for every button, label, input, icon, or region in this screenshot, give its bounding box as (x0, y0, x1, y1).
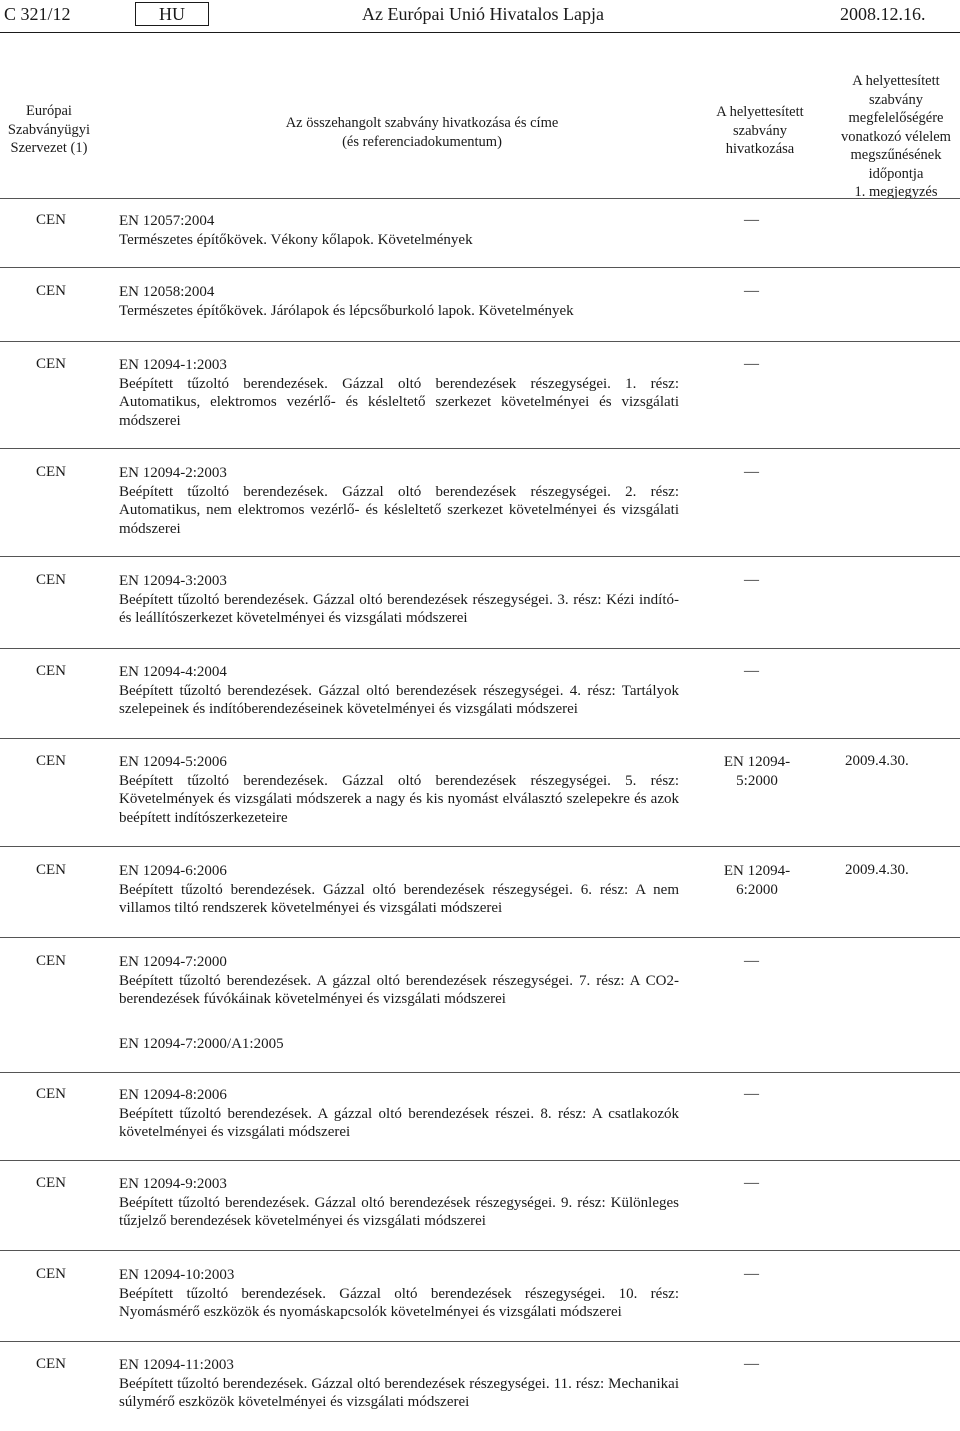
standard-code: EN 12094-9:2003 (119, 1176, 227, 1192)
organization-cell: CEN (36, 1086, 66, 1102)
column-head-org-text: Szervezet (1) (10, 140, 88, 156)
standard-cell (119, 464, 679, 538)
organization-cell: CEN (36, 953, 66, 969)
standard-title: Beépített tűzoltó berendezések. Gázzal oltó berendezések részegységei. 10. rész: Nyomásmérő eszközök és nyomáskapcsolók követelményei és vizsgálati módszerei (119, 1285, 679, 1320)
column-head-presumption-line: szabvány (869, 91, 923, 108)
standard-title: Beépített tűzoltó berendezések. Gázzal oltó berendezések részegységei. 6. rész: A nem villamos tiltó rendszerek követelményei és vizsgálati módszerei (119, 881, 679, 916)
row-divider (0, 1341, 960, 1342)
standard-cell (119, 953, 679, 1009)
column-head-presumption-line: megszűnésének (850, 147, 942, 163)
column-head-reference (192, 114, 652, 151)
amendment-reference: EN 12094-7:2000/A1:2005 (119, 1036, 284, 1052)
standard-code: EN 12057:2004 (119, 213, 215, 229)
standard-code: EN 12094-11:2003 (119, 1357, 234, 1373)
column-head-replaced-line: hivatkozása (725, 141, 795, 157)
standard-title: Beépített tűzoltó berendezések. Gázzal oltó berendezések részegységei. 3. rész: Kézi indító- és leállítószerkezet követelményei és vizsgálati módszerei (119, 591, 679, 626)
standard-title: Beépített tűzoltó berendezések. Gázzal oltó berendezések részegységei. 1. rész: Automatikus, elektromos vezérlő- és késleltető szerkezet követelményei és vizsgálati módszerei (119, 375, 679, 429)
replaced-standard-cell: — (744, 1266, 759, 1282)
standard-cell (119, 356, 679, 430)
replaced-standard-cell: — (744, 212, 759, 228)
standard-cell (119, 1175, 679, 1231)
standard-code: EN 12094-10:2003 (119, 1267, 235, 1283)
column-head-replaced (700, 103, 820, 159)
standard-title: Beépített tűzoltó berendezések. Gázzal oltó berendezések részegységei. 2. rész: Automatikus, nem elektromos vezérlő- és késleltető szerkezet követelményei és vizsgálati módszerei (119, 483, 679, 537)
standard-title: Beépített tűzoltó berendezések. Gázzal oltó berendezések részegységei. 11. rész: Mechanikai súlymérő eszközök követelményei és vizsgálati módszerei (119, 1375, 679, 1410)
replaced-standard-cell: — (744, 1175, 759, 1191)
row-divider (0, 1160, 960, 1161)
column-head-replaced-line: A helyettesített (716, 104, 804, 120)
standard-code: EN 12094-8:2006 (119, 1087, 227, 1103)
row-divider (0, 648, 960, 649)
standard-cell (119, 1266, 679, 1322)
column-head-presumption (832, 72, 960, 202)
column-head-org (0, 102, 98, 158)
replaced-standard-cell: — (744, 572, 759, 588)
standard-cell (119, 1086, 679, 1142)
column-head-presumption-line: 1. megjegyzés (854, 184, 938, 200)
column-head-org-line: Európai (26, 103, 72, 119)
standard-code: EN 12094-5:2006 (119, 754, 227, 770)
standard-code: EN 12094-1:2003 (119, 357, 227, 373)
organization-cell: CEN (36, 356, 66, 372)
page-header (0, 0, 960, 30)
replaced-standard-cell: — (744, 283, 759, 299)
replaced-standard-cell: — (744, 356, 759, 372)
publication-date: 2008.12.16. (840, 4, 926, 24)
column-head-presumption-line: időpontja (868, 165, 924, 182)
replaced-standard-cell: — (744, 1086, 759, 1102)
header-rule (0, 32, 960, 33)
standard-title: Beépített tűzoltó berendezések. Gázzal oltó berendezések részegységei. 9. rész: Különleges tűzjelző berendezések követelményei és vizsgálati módszerei (119, 1194, 679, 1229)
standard-cell (119, 212, 679, 249)
replaced-standard-cell: EN 12094-6:2000 (723, 863, 791, 898)
replaced-standard-cell: EN 12094-5:2000 (723, 754, 791, 789)
standard-cell (119, 572, 679, 628)
row-divider (0, 267, 960, 268)
standard-code: EN 12094-2:2003 (119, 465, 227, 481)
row-divider (0, 738, 960, 739)
replaced-standard-cell: — (744, 1356, 759, 1372)
replaced-standard-cell: — (744, 663, 759, 679)
organization-cell: CEN (36, 753, 66, 769)
column-head-org-line: Szabványügyi (7, 121, 91, 138)
column-head-rule (0, 198, 960, 199)
replaced-standard-cell: — (744, 464, 759, 480)
cessation-date-cell: 2009.4.30. (845, 862, 909, 878)
row-divider (0, 341, 960, 342)
organization-cell: CEN (36, 283, 66, 299)
organization-cell: CEN (36, 1175, 66, 1191)
standard-code: EN 12094-4:2004 (119, 664, 227, 680)
standard-cell (119, 862, 679, 918)
organization-cell: CEN (36, 464, 66, 480)
standard-cell (119, 753, 679, 827)
organization-cell: CEN (36, 212, 66, 228)
column-head-presumption-line: vonatkozó vélelem (841, 128, 951, 145)
standard-cell (119, 1356, 679, 1412)
standard-title: Természetes építőkövek. Vékony kőlapok. Követelmények (119, 231, 473, 248)
standard-title: Természetes építőkövek. Járólapok és lépcsőburkoló lapok. Követelmények (119, 302, 574, 319)
row-divider (0, 556, 960, 557)
standard-title: Beépített tűzoltó berendezések. Gázzal oltó berendezések részegységei. 5. rész: Követelmények és vizsgálati módszerek a nagy és kis nyomást elválasztó szelepekre és azok beépített indítószerkezeteire (119, 772, 679, 826)
standard-cell (119, 283, 679, 320)
standard-title: Beépített tűzoltó berendezések. A gázzal oltó berendezések részei. 8. rész: A csatlakozók követelményei és vizsgálati módszerei (119, 1105, 679, 1140)
organization-cell: CEN (36, 663, 66, 679)
row-divider (0, 937, 960, 938)
page-reference: C 321/12 (4, 4, 71, 24)
standard-code: EN 12094-3:2003 (119, 573, 227, 589)
row-divider (0, 846, 960, 847)
column-head-replaced-line: szabvány (733, 122, 787, 139)
standard-code: EN 12094-6:2006 (119, 863, 227, 879)
column-head-reference-line: Az összehangolt szabvány hivatkozása és címe (285, 115, 559, 131)
standard-title: Beépített tűzoltó berendezések. A gázzal oltó berendezések részegységei. 7. rész: A CO2-berendezések fúvókáinak követelményei és vizsgálati módszerei (119, 972, 679, 1007)
organization-cell: CEN (36, 572, 66, 588)
column-head-org-line (0, 139, 98, 158)
cessation-date-cell: 2009.4.30. (845, 753, 909, 769)
replaced-standard-cell: — (744, 953, 759, 969)
standard-code: EN 12094-7:2000 (119, 954, 227, 970)
row-divider (0, 448, 960, 449)
column-head-reference-line: (és referenciadokumentum) (342, 133, 502, 150)
organization-cell: CEN (36, 862, 66, 878)
column-head-presumption-line: megfelelőségére (848, 110, 944, 126)
standard-cell (119, 663, 679, 719)
organization-cell: CEN (36, 1356, 66, 1372)
column-head-presumption-line: A helyettesített (852, 73, 940, 89)
standard-code: EN 12058:2004 (119, 284, 215, 300)
row-divider (0, 1072, 960, 1073)
language-badge: HU (135, 2, 209, 26)
standard-title: Beépített tűzoltó berendezések. Gázzal oltó berendezések részegységei. 4. rész: Tartályok szelepeinek és indítóberendezéseinek követelményei és vizsgálati módszerei (119, 682, 679, 717)
organization-cell: CEN (36, 1266, 66, 1282)
row-divider (0, 1250, 960, 1251)
journal-title: Az Európai Unió Hivatalos Lapja (362, 4, 604, 24)
